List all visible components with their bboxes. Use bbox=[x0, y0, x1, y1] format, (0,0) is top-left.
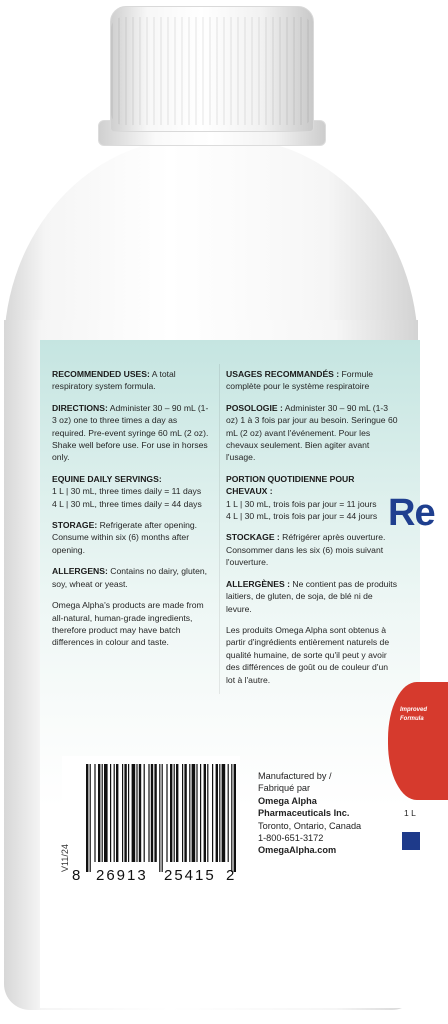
natural-ingredients-note: Omega Alpha's products are made from all-natural, human-grade ingredients, therefore product may have batch differences in colour and taste. bbox=[52, 600, 204, 648]
barcode-bar bbox=[102, 764, 103, 862]
barcode-bar bbox=[196, 764, 197, 862]
portion-line: 4 L | 30 mL, trois fois par jour = 44 jours bbox=[226, 511, 378, 522]
barcode-bar bbox=[174, 764, 175, 862]
barcode-bar bbox=[132, 764, 136, 862]
barcode-digit-first: 8 bbox=[72, 867, 83, 884]
barcode-bar bbox=[192, 764, 196, 862]
daily-servings-label: EQUINE DAILY SERVINGS: bbox=[52, 473, 162, 484]
allergens-text: Contains no dairy, gluten, soy, wheat or yeast. bbox=[52, 566, 208, 589]
barcode-bar bbox=[154, 764, 156, 862]
stockage bbox=[226, 531, 398, 568]
barcode-bar bbox=[128, 764, 129, 862]
directions-text: Administer 30 – 90 mL (1-3 oz) one to three times a day as required. Pre-event syringe 60 mL (2 oz). Shake well before use. For use in horses only. bbox=[52, 402, 209, 463]
barcode-bar bbox=[231, 764, 232, 872]
recommended-uses-text: A total respiratory system formula. bbox=[52, 369, 176, 392]
portion-quotidienne bbox=[226, 473, 398, 523]
barcode-bar bbox=[184, 764, 186, 862]
company-name: Pharmaceuticals Inc. bbox=[258, 808, 350, 819]
stockage-label: STOCKAGE : bbox=[226, 532, 280, 543]
daily-servings-line: 1 L | 30 mL, three times daily = 11 days bbox=[52, 486, 202, 497]
barcode-bar bbox=[139, 764, 141, 862]
barcode-bar bbox=[189, 764, 190, 862]
company-phone: 1-800-651-3172 bbox=[258, 833, 324, 844]
posologie-text: Administer 30 – 90 mL (1-3 oz) 1 à 3 fois par jour au besoin. Seringue 60 mL (2 oz) avant l'événement. Pour les chevaux seulement. Bien agiter avant l'usage. bbox=[226, 402, 398, 463]
barcode-bar bbox=[90, 764, 91, 872]
barcode-bar bbox=[228, 764, 229, 862]
barcode-bar bbox=[207, 764, 208, 862]
portion-label: PORTION QUOTIDIENNE POUR CHEVAUX : bbox=[226, 473, 355, 497]
version-code: V11/24 bbox=[60, 844, 70, 872]
barcode-bar bbox=[219, 764, 220, 862]
barcode-bar bbox=[94, 764, 95, 862]
barcode-bar bbox=[136, 764, 137, 862]
company-website: OmegaAlpha.com bbox=[258, 845, 337, 856]
daily-servings-line: 4 L | 30 mL, three times daily = 44 days bbox=[52, 498, 202, 509]
allergenes-text: Ne contient pas de produits laitiers, de gluten, de soja, de blé ni de levure. bbox=[226, 578, 397, 614]
barcode-bar bbox=[159, 764, 160, 872]
barcode-bar bbox=[222, 764, 226, 862]
english-column bbox=[52, 368, 212, 658]
directions bbox=[52, 402, 212, 464]
column-divider bbox=[219, 364, 220, 694]
french-column bbox=[226, 368, 398, 695]
barcode-bar bbox=[98, 764, 100, 862]
company-name: Omega Alpha bbox=[258, 795, 317, 806]
barcode-bar bbox=[148, 764, 149, 862]
stockage-text: Réfrigérer après ouverture. Consommer dans les six (6) mois suivant l'ouverture. bbox=[226, 532, 386, 568]
barcode-bar bbox=[116, 764, 118, 862]
barcode-bar bbox=[216, 764, 218, 862]
barcode-digit-last: 2 bbox=[226, 867, 237, 884]
recommended-uses bbox=[52, 368, 212, 393]
product-name-fragment: Re bbox=[388, 492, 435, 534]
manufacturer-line: Fabriqué par bbox=[258, 783, 311, 794]
allergenes bbox=[226, 578, 398, 615]
barcode-bar bbox=[144, 764, 145, 862]
volume-fragment: 1 L bbox=[404, 808, 416, 818]
barcode-bar bbox=[204, 764, 206, 862]
barcode-bar bbox=[122, 764, 123, 862]
barcode-digits-right: 25415 bbox=[164, 867, 216, 884]
manufacturer-block bbox=[258, 770, 408, 857]
usages-recommandes bbox=[226, 368, 398, 393]
posologie bbox=[226, 402, 398, 464]
storage-text: Refrigerate after opening. Consume within six (6) months after opening. bbox=[52, 520, 198, 555]
usages-text: Formule complète pour le système respiratoire bbox=[226, 369, 374, 392]
ingredients-naturels-note: Les produits Omega Alpha sont obtenus à partir d'ingrédients entièrement naturels de qualité humaine, de sorte qu'il peut y avoir des différences de goût ou de couleur d'un lot à l'autre. bbox=[226, 624, 390, 685]
directions-label: DIRECTIONS: bbox=[52, 402, 108, 413]
barcode-bar bbox=[86, 764, 88, 872]
barcode-bar bbox=[114, 764, 115, 862]
cap-ridges bbox=[111, 17, 313, 125]
barcode-digits-left: 26913 bbox=[96, 867, 148, 884]
barcode-bar bbox=[104, 764, 108, 862]
company-city: Toronto, Ontario, Canada bbox=[258, 820, 362, 831]
starburst-text: Improved Formula bbox=[400, 707, 428, 722]
storage-label: STORAGE: bbox=[52, 520, 98, 531]
barcode bbox=[86, 764, 236, 876]
recommended-uses-label: RECOMMENDED USES: bbox=[52, 369, 150, 379]
barcode-bar bbox=[212, 764, 213, 862]
barcode-bar bbox=[200, 764, 201, 862]
barcode-bar bbox=[110, 764, 111, 862]
barcode-bar bbox=[151, 764, 153, 862]
barcode-bar bbox=[170, 764, 172, 862]
barcode-bar bbox=[166, 764, 167, 862]
portion-line: 1 L | 30 mL, trois fois par jour = 11 jours bbox=[226, 498, 377, 509]
barcode-bar bbox=[162, 764, 163, 872]
bottle-cap bbox=[110, 6, 314, 132]
allergens-label: ALLERGENS: bbox=[52, 566, 108, 577]
storage bbox=[52, 519, 212, 556]
usages-label: USAGES RECOMMANDÉS : bbox=[226, 369, 340, 379]
barcode-bar bbox=[182, 764, 183, 862]
barcode-bar bbox=[234, 764, 236, 872]
manufacturer-line: Manufactured by / bbox=[258, 771, 332, 781]
posologie-label: POSOLOGIE : bbox=[226, 402, 283, 413]
allergenes-label: ALLERGÈNES : bbox=[226, 578, 290, 589]
barcode-bar bbox=[124, 764, 126, 862]
allergens bbox=[52, 565, 212, 590]
barcode-bar bbox=[176, 764, 178, 862]
daily-servings bbox=[52, 473, 212, 510]
